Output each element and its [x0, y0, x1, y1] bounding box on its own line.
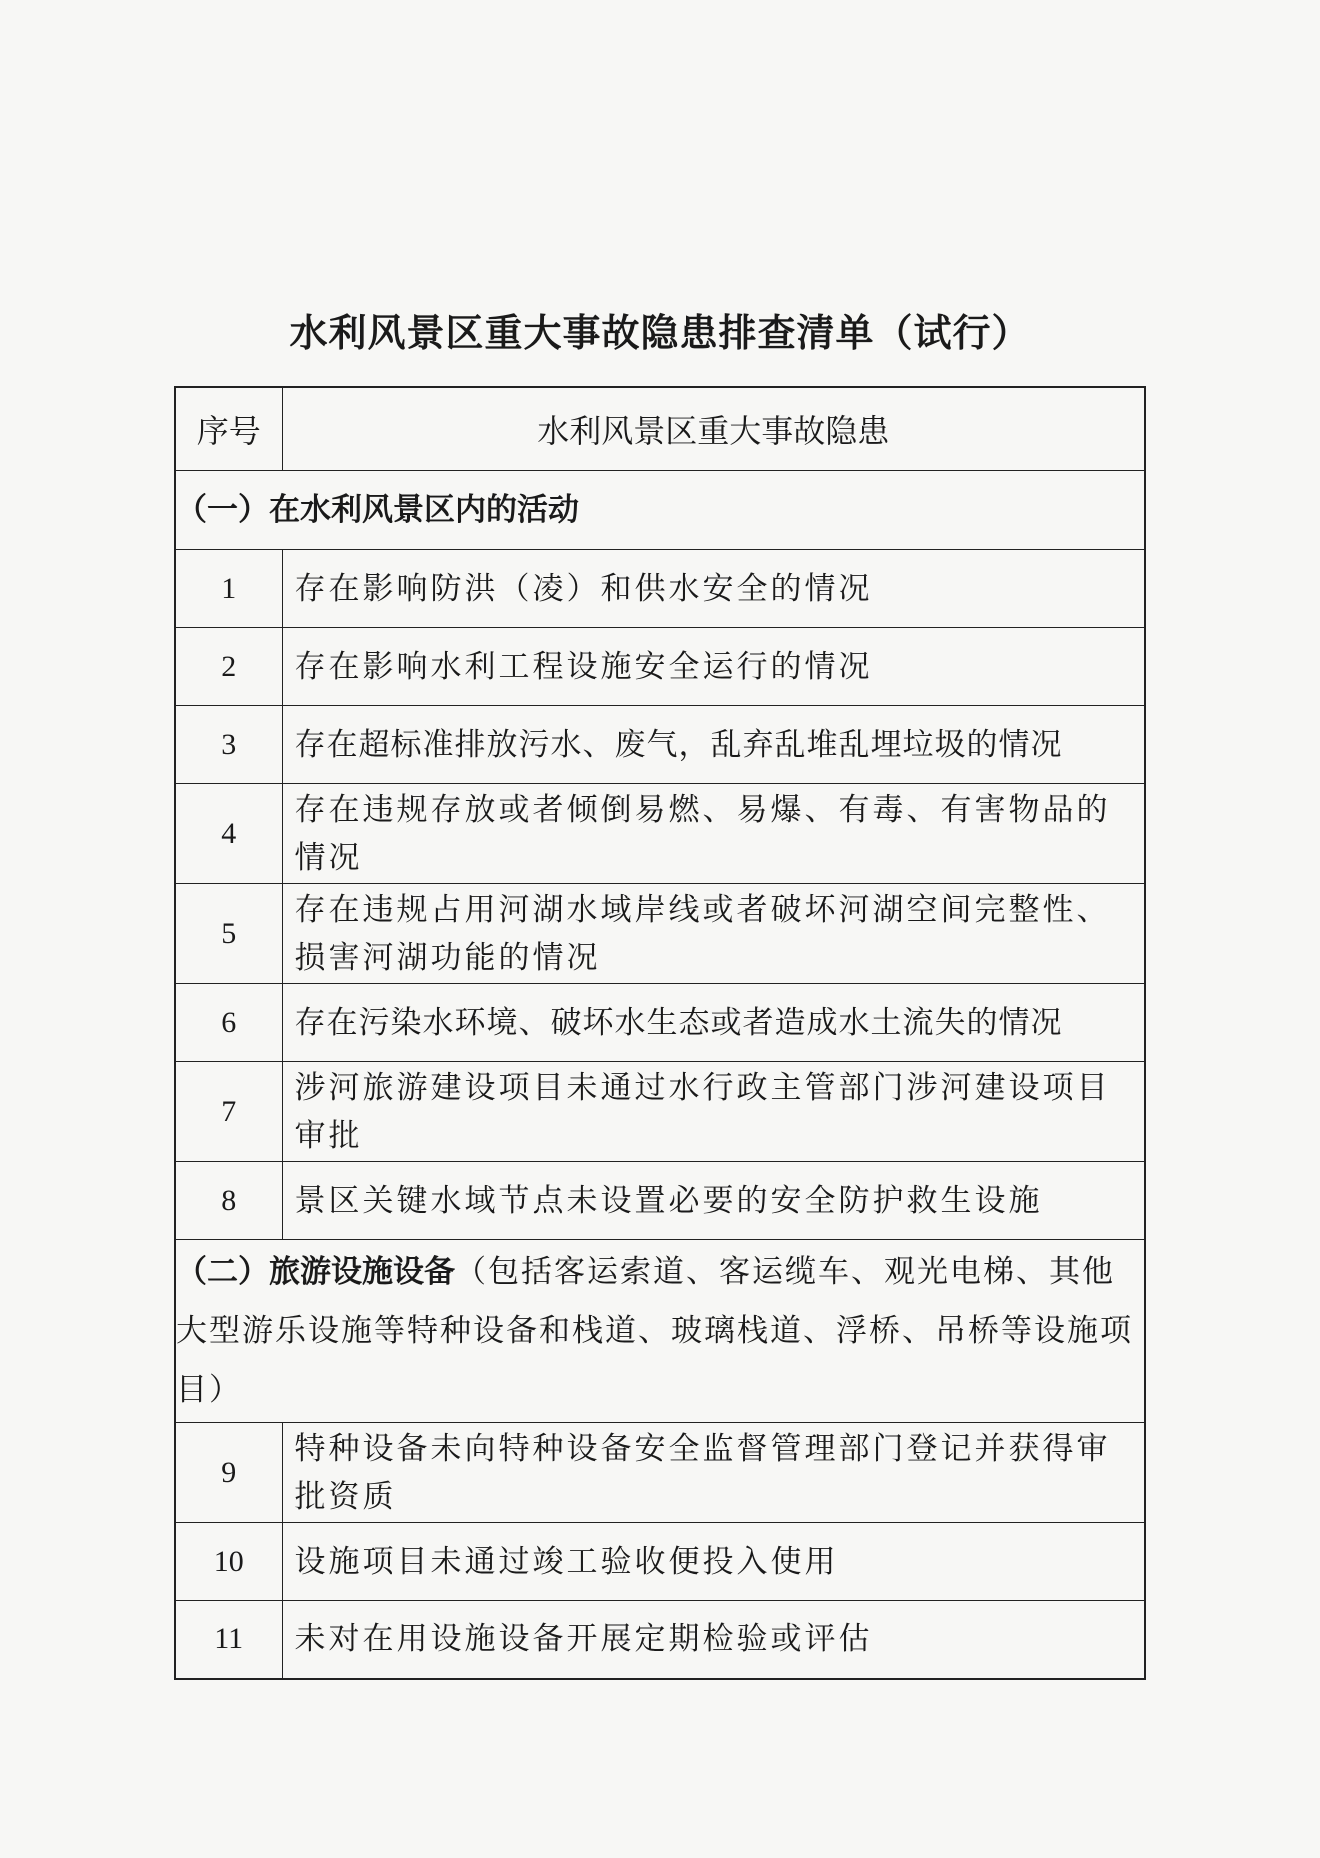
header-hazard: 水利风景区重大事故隐患 — [282, 387, 1145, 471]
row-number: 4 — [175, 784, 282, 884]
row-text: 存在影响水利工程设施安全运行的情况 — [282, 628, 1145, 706]
table-row — [175, 1601, 1145, 1679]
row-number: 11 — [175, 1601, 282, 1679]
row-number: 3 — [175, 706, 282, 784]
table-row — [175, 706, 1145, 784]
row-text: 设施项目未通过竣工验收便投入使用 — [282, 1523, 1145, 1601]
row-number: 9 — [175, 1423, 282, 1523]
section-title: （二）旅游设施设备 — [176, 1253, 455, 1290]
row-text: 景区关键水域节点未设置必要的安全防护救生设施 — [282, 1162, 1145, 1240]
row-text: 存在违规存放或者倾倒易燃、易爆、有毒、有害物品的情况 — [282, 784, 1145, 884]
section-row-tourism-facilities — [175, 1240, 1145, 1423]
row-text: 存在违规占用河湖水域岸线或者破坏河湖空间完整性、损害河湖功能的情况 — [282, 884, 1145, 984]
table-row — [175, 1062, 1145, 1162]
section-label — [175, 1240, 1145, 1423]
table-row — [175, 1162, 1145, 1240]
row-text: 存在超标准排放污水、废气，乱弃乱堆乱埋垃圾的情况 — [282, 706, 1145, 784]
section-label — [175, 471, 1145, 550]
row-text: 涉河旅游建设项目未通过水行政主管部门涉河建设项目审批 — [282, 1062, 1145, 1162]
row-number: 10 — [175, 1523, 282, 1601]
header-serial-number: 序号 — [175, 387, 282, 471]
row-number: 1 — [175, 550, 282, 628]
table-row — [175, 984, 1145, 1062]
table-header-row — [175, 387, 1145, 471]
row-number: 8 — [175, 1162, 282, 1240]
table-row — [175, 784, 1145, 884]
hazard-checklist-table — [174, 386, 1146, 1680]
table-row — [175, 884, 1145, 984]
row-text: 特种设备未向特种设备安全监督管理部门登记并获得审批资质 — [282, 1423, 1145, 1523]
table-row — [175, 1423, 1145, 1523]
row-text: 未对在用设施设备开展定期检验或评估 — [282, 1601, 1145, 1679]
table-row — [175, 628, 1145, 706]
row-number: 7 — [175, 1062, 282, 1162]
row-number: 6 — [175, 984, 282, 1062]
row-number: 5 — [175, 884, 282, 984]
row-text: 存在影响防洪（凌）和供水安全的情况 — [282, 550, 1145, 628]
row-number: 2 — [175, 628, 282, 706]
document-title: 水利风景区重大事故隐患排查清单（试行） — [289, 311, 1031, 355]
row-text: 存在污染水环境、破坏水生态或者造成水土流失的情况 — [282, 984, 1145, 1062]
section-title: （一）在水利风景区内的活动 — [176, 492, 579, 528]
section-note: （包括客运索道、客运缆车、观光电梯、其他大型游乐设施等特种设备和栈道、玻璃栈道、浮桥、吊桥等设施项目） — [176, 1253, 1133, 1408]
table-row — [175, 550, 1145, 628]
section-row-activities — [175, 471, 1145, 550]
table-row — [175, 1523, 1145, 1601]
